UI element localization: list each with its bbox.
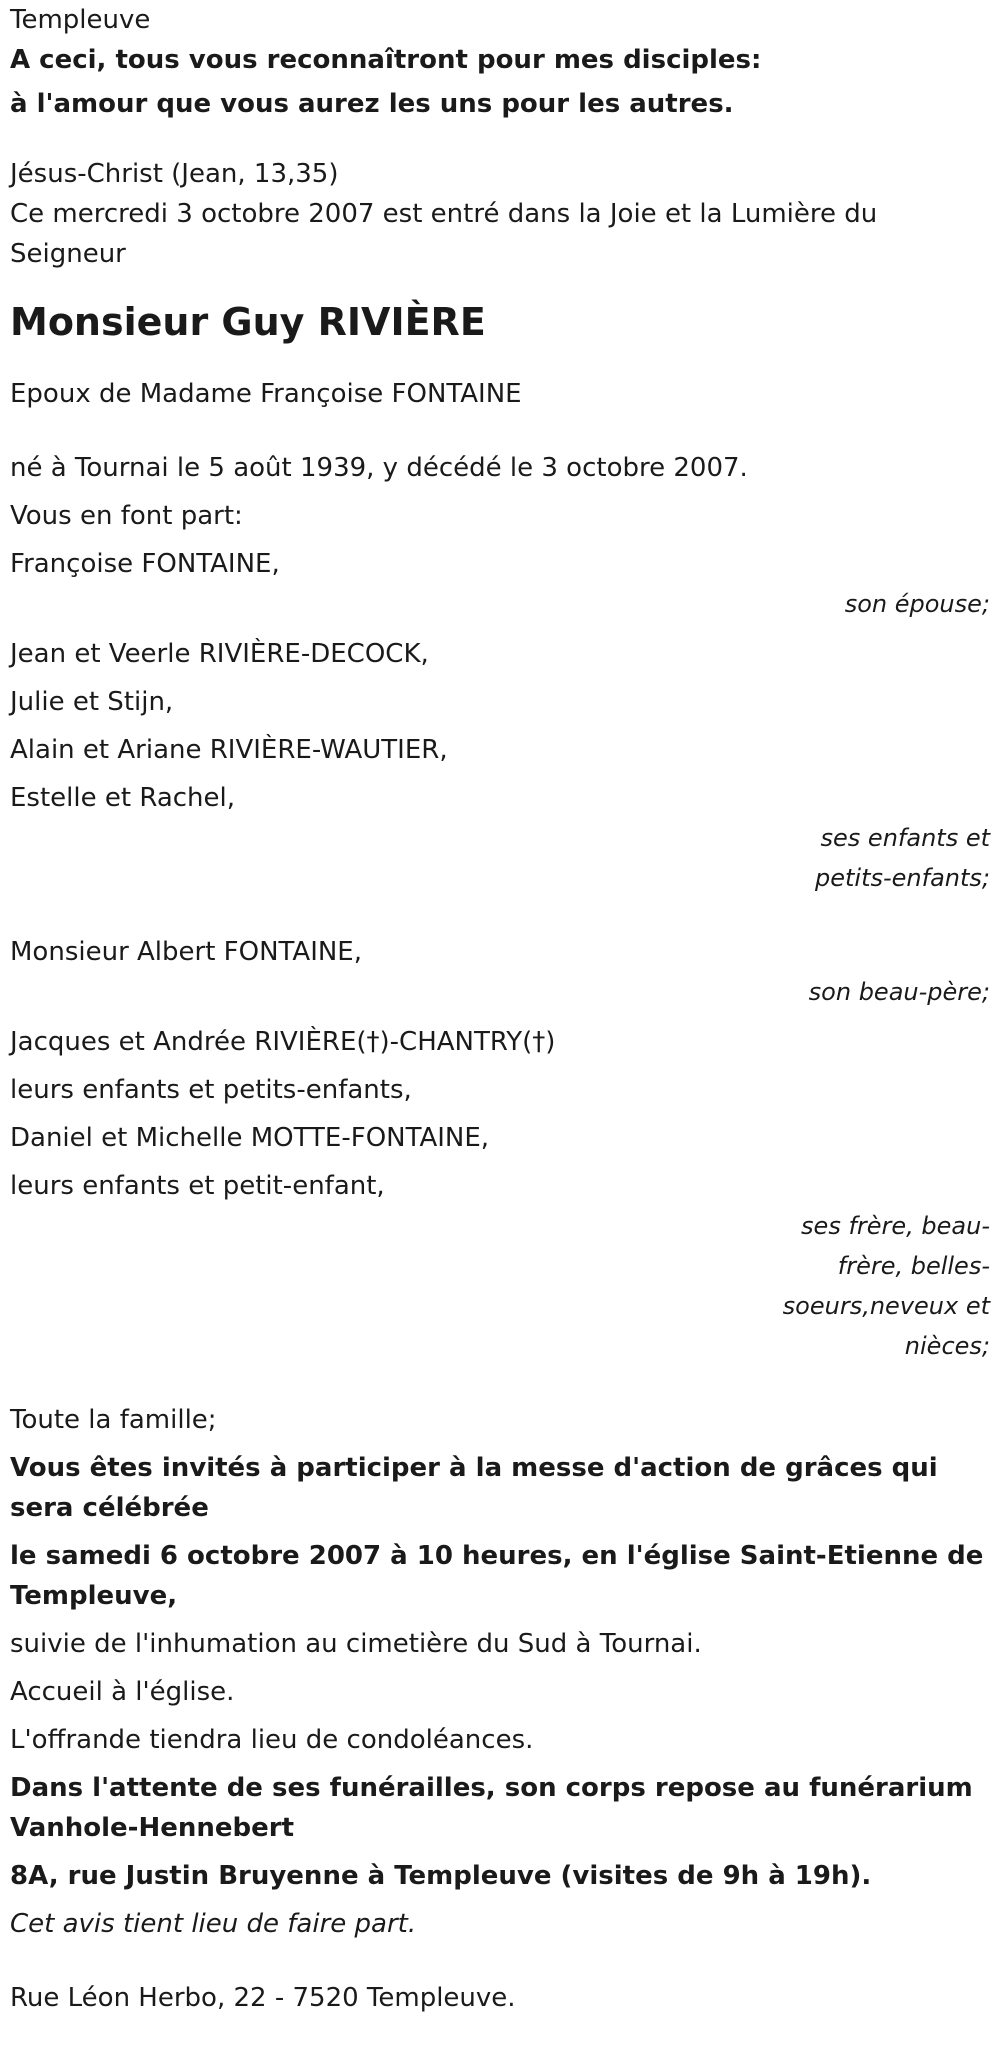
wife-role: son épouse; [844,590,990,618]
announce-line: Vous en font part: [10,501,243,531]
quote-source: Jésus-Christ (Jean, 13,35) [10,159,339,189]
grandchildren-1-line: Julie et Stijn, [10,687,174,717]
place-heading: Templeuve [10,5,151,35]
sibling-1-family-line: leurs enfants et petits-enfants, [10,1075,412,1105]
child-2-line: Alain et Ariane RIVIÈRE-WAUTIER, [10,735,448,765]
obituary-notice [10,0,990,2018]
funeral-address-line: 8A, rue Justin Bruyenne à Templeuve (visites de 9h à 19h). [10,1861,872,1891]
siblings-role: ses frère, beau-frère, belles-soeurs,neveux et nièces; [782,1212,990,1360]
quote-line-1: A ceci, tous vous reconnaîtront pour mes disciples: [10,45,762,75]
mass-invite-line: Vous êtes invités à participer à la messe d'action de grâces qui sera célébrée [10,1453,938,1523]
father-in-law-role: son beau-père; [808,978,990,1006]
sibling-1-line: Jacques et Andrée RIVIÈRE(†)-CHANTRY(†) [10,1027,556,1057]
mass-date-line: le samedi 6 octobre 2007 à 10 heures, en l'église Saint-Etienne de Templeuve, [10,1541,984,1611]
funeral-home-line: Dans l'attente de ses funérailles, son corps repose au funérarium Vanhole-Hennebert [10,1773,973,1843]
grandchildren-2-line: Estelle et Rachel, [10,783,236,813]
sibling-2-family-line: leurs enfants et petit-enfant, [10,1171,385,1201]
spouse-line: Epoux de Madame Françoise FONTAINE [10,379,522,409]
wife-line: Françoise FONTAINE, [10,549,280,579]
quote-line-2: à l'amour que vous aurez les uns pour les autres. [10,89,734,119]
welcome-line: Accueil à l'église. [10,1677,235,1707]
father-in-law-line: Monsieur Albert FONTAINE, [10,937,363,967]
notice-note-line: Cet avis tient lieu de faire part. [10,1909,417,1939]
offering-line: L'offrande tiendra lieu de condoléances. [10,1725,534,1755]
burial-line: suivie de l'inhumation au cimetière du Sud à Tournai. [10,1629,702,1659]
address-line: Rue Léon Herbo, 22 - 7520 Templeuve. [10,1983,516,2013]
child-1-line: Jean et Veerle RIVIÈRE-DECOCK, [10,639,429,669]
intro-text: Ce mercredi 3 octobre 2007 est entré dans la Joie et la Lumière du Seigneur [10,199,878,269]
children-role: ses enfants et petits-enfants; [815,824,990,892]
sibling-2-line: Daniel et Michelle MOTTE-FONTAINE, [10,1123,490,1153]
deceased-name: Monsieur Guy RIVIÈRE [10,300,486,344]
birth-death-line: né à Tournai le 5 août 1939, y décédé le 3 octobre 2007. [10,453,748,483]
family-line: Toute la famille; [10,1405,217,1435]
